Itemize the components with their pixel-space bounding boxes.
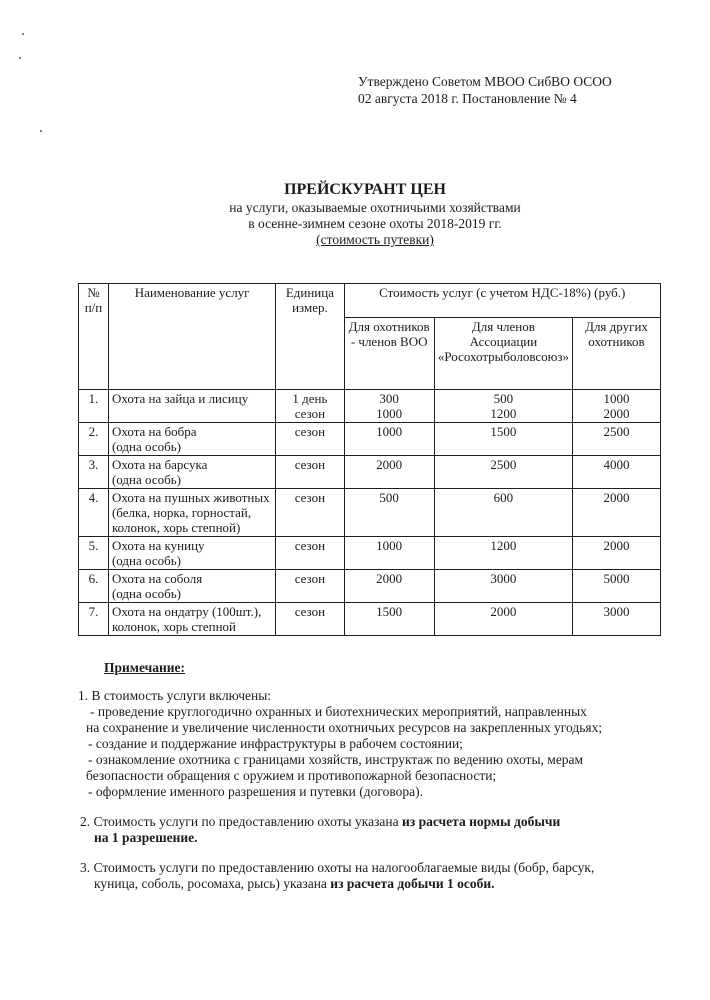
subtitle-line-3: (стоимость путевки) [316, 232, 434, 247]
note-1-intro: 1. В стоимость услуги включены: [78, 688, 272, 703]
note-item-2 [78, 814, 678, 846]
approval-line-2: 02 августа 2018 г. Постановление № 4 [358, 91, 577, 106]
table-row [79, 390, 661, 423]
table-row [79, 423, 661, 456]
header-number: № п/п [79, 284, 109, 390]
table-row [79, 489, 661, 537]
row-price-association: 1500 [434, 423, 572, 456]
row-price-association: 1200 [434, 537, 572, 570]
note-3-text-2: куница, соболь, росомаха, рысь) указана [94, 876, 331, 891]
note-2-text: 2. Стоимость услуги по предоставлению охоты указана [80, 814, 402, 829]
note-1-bullet-1a: - проведение круглогодично охранных и биотехнических мероприятий, направленных [90, 704, 587, 719]
note-item-1 [78, 688, 678, 800]
row-price-other: 2500 [573, 423, 661, 456]
row-price-association: 2000 [434, 603, 572, 636]
price-table [78, 283, 661, 636]
row-price-association: 3000 [434, 570, 572, 603]
subtitle-line-2: в осенне-зимнем сезоне охоты 2018-2019 гг. [248, 216, 502, 231]
row-unit: сезон [276, 603, 344, 636]
notes-title: Примечание: [104, 660, 186, 675]
row-unit: сезон [276, 423, 344, 456]
row-price-voo: 300 1000 [344, 390, 434, 423]
row-price-other: 4000 [573, 456, 661, 489]
row-price-voo: 2000 [344, 570, 434, 603]
header-unit: Единица измер. [276, 284, 344, 390]
row-price-other: 3000 [573, 603, 661, 636]
approval-stamp [358, 73, 612, 107]
document-heading [0, 180, 710, 248]
row-number: 2. [79, 423, 109, 456]
row-service-name: Охота на соболя (одна особь) [108, 570, 275, 603]
note-item-3 [78, 860, 678, 892]
header-col-other-hunters: Для других охотников [573, 318, 661, 390]
subtitle-line-1: на услуги, оказываемые охотничьими хозяйствами [229, 200, 521, 215]
scan-speck [40, 130, 42, 132]
row-price-voo: 2000 [344, 456, 434, 489]
note-2-bold-2: на 1 разрешение. [94, 830, 198, 845]
row-service-name: Охота на барсука (одна особь) [108, 456, 275, 489]
row-price-voo: 500 [344, 489, 434, 537]
note-2-bold-1: из расчета нормы добычи [402, 814, 561, 829]
approval-line-1: Утверждено Советом МВОО СибВО ОСОО [358, 74, 612, 89]
row-unit: 1 день сезон [276, 390, 344, 423]
row-price-voo: 1000 [344, 423, 434, 456]
header-service-name: Наименование услуг [108, 284, 275, 390]
table-row [79, 570, 661, 603]
header-cost: Стоимость услуг (с учетом НДС-18%) (руб.) [344, 284, 660, 318]
header-col-association-members: Для членов Ассоциации «Росохотрыболовсоюз» [434, 318, 572, 390]
scan-speck [19, 57, 21, 59]
row-number: 6. [79, 570, 109, 603]
row-service-name: Охота на зайца и лисицу [108, 390, 275, 423]
note-3-text-1: 3. Стоимость услуги по предоставлению охоты на налогооблагаемые виды (бобр, барсук, [80, 860, 595, 875]
row-service-name: Охота на куницу (одна особь) [108, 537, 275, 570]
row-number: 7. [79, 603, 109, 636]
note-1-bullet-4: - оформление именного разрешения и путевки (договора). [88, 784, 423, 799]
row-number: 4. [79, 489, 109, 537]
row-price-voo: 1500 [344, 603, 434, 636]
row-price-association: 500 1200 [434, 390, 572, 423]
table-row [79, 603, 661, 636]
price-table-body [79, 390, 661, 636]
header-col-voo-members: Для охотников - членов ВОО [344, 318, 434, 390]
table-row [79, 537, 661, 570]
row-service-name: Охота на ондатру (100шт.), колонок, хорь степной [108, 603, 275, 636]
row-service-name: Охота на пушных животных (белка, норка, горностай, колонок, хорь степной) [108, 489, 275, 537]
row-unit: сезон [276, 570, 344, 603]
notes-section [78, 688, 678, 906]
note-1-bullet-3b: безопасности обращения с оружием и противопожарной безопасности; [86, 768, 497, 783]
row-unit: сезон [276, 489, 344, 537]
row-price-association: 2500 [434, 456, 572, 489]
row-price-voo: 1000 [344, 537, 434, 570]
row-price-association: 600 [434, 489, 572, 537]
note-1-bullet-3a: - ознакомление охотника с границами хозяйств, инструктаж по ведению охоты, мерам [88, 752, 584, 767]
table-row [79, 456, 661, 489]
row-unit: сезон [276, 456, 344, 489]
row-unit: сезон [276, 537, 344, 570]
row-price-other: 1000 2000 [573, 390, 661, 423]
row-number: 5. [79, 537, 109, 570]
row-price-other: 2000 [573, 537, 661, 570]
row-price-other: 2000 [573, 489, 661, 537]
document-title: ПРЕЙСКУРАНТ ЦЕН [284, 181, 446, 198]
note-3-bold: из расчета добычи 1 особи. [330, 876, 495, 891]
note-1-bullet-1b: на сохранение и увеличение численности охотничьих ресурсов на закрепленных угодьях; [86, 720, 603, 735]
scan-speck [22, 33, 24, 35]
row-service-name: Охота на бобра (одна особь) [108, 423, 275, 456]
note-1-bullet-2: - создание и поддержание инфраструктуры в рабочем состоянии; [88, 736, 463, 751]
row-price-other: 5000 [573, 570, 661, 603]
row-number: 3. [79, 456, 109, 489]
row-number: 1. [79, 390, 109, 423]
